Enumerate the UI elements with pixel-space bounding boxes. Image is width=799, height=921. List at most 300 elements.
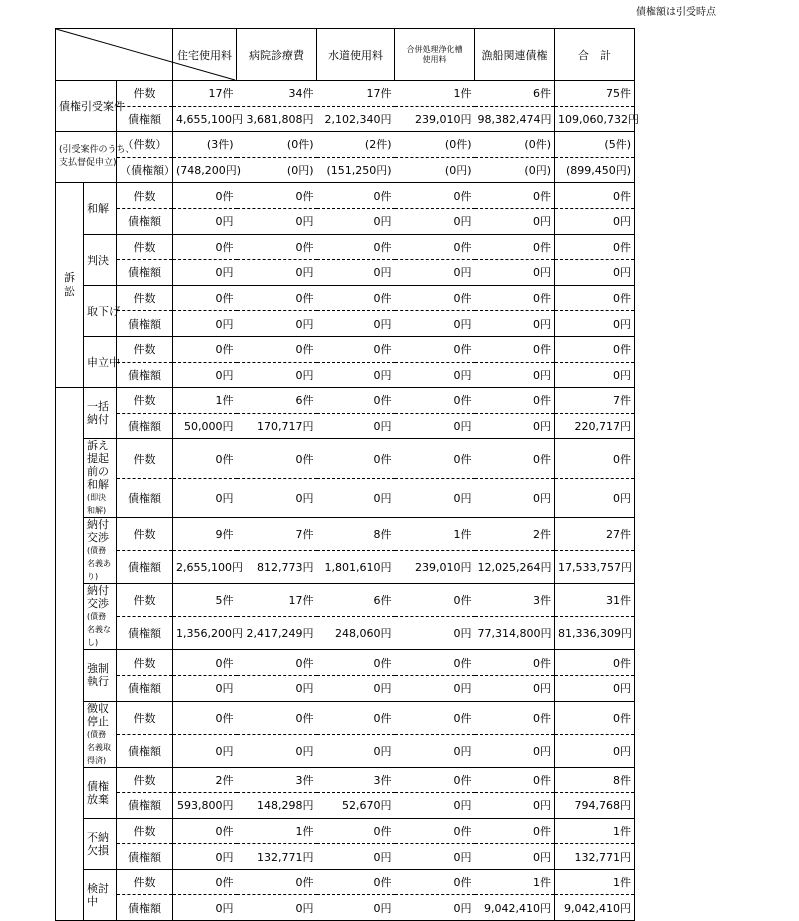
amount-cell — [475, 311, 555, 337]
subhead-label: 債権額 — [128, 420, 161, 434]
subhead-count — [117, 767, 173, 793]
row-label-note: (債務名義なし) — [87, 612, 111, 648]
amount-cell — [237, 478, 317, 518]
count-value: 0件 — [215, 292, 234, 306]
amount-value: (0円) — [444, 164, 472, 178]
count-value: (3件) — [206, 138, 234, 152]
amount-cell — [237, 260, 317, 286]
count-value: 6件 — [373, 594, 392, 608]
count-value: 0件 — [295, 189, 314, 203]
count-cell — [317, 701, 395, 734]
count-cell — [173, 818, 237, 844]
amount-cell — [395, 478, 475, 518]
count-value: 0件 — [373, 292, 392, 306]
table-row — [56, 106, 718, 132]
column-header-label: 合 計 — [578, 48, 612, 62]
table-row — [56, 362, 718, 388]
count-value: 0件 — [295, 711, 314, 725]
count-value: 0件 — [453, 656, 472, 670]
amount-cell — [237, 362, 317, 388]
subhead-count — [117, 584, 173, 617]
table-row — [56, 336, 718, 362]
amount-cell — [395, 675, 475, 701]
amount-cell — [555, 106, 639, 132]
subhead-amount — [117, 551, 173, 584]
amount-value: 0円 — [453, 317, 472, 331]
count-cell — [475, 388, 555, 414]
count-value: 0件 — [215, 876, 234, 890]
row-label: 納付交渉 — [87, 518, 109, 545]
amount-value: 0円 — [533, 317, 552, 331]
amount-value: 9,042,410円 — [484, 901, 552, 915]
row-label-line2: 支払督促申立) — [59, 158, 117, 169]
amount-value: 0円 — [533, 420, 552, 434]
count-cell — [173, 518, 237, 551]
amount-cell — [475, 734, 555, 767]
count-value: 8件 — [373, 528, 392, 542]
subhead-label: 債権額 — [128, 317, 161, 331]
amount-value: 1,801,610円 — [324, 561, 392, 575]
column-header — [317, 29, 395, 81]
amount-cell — [173, 311, 237, 337]
amount-value: 0円 — [453, 799, 472, 813]
subhead-label: 件数 — [133, 528, 156, 542]
count-cell — [173, 285, 237, 311]
subhead-label: 債権額 — [128, 215, 161, 229]
header-corner-cell — [56, 29, 173, 81]
count-value: 0件 — [533, 824, 552, 838]
amount-value: 0円 — [295, 215, 314, 229]
table-row — [56, 388, 718, 414]
count-value: 6件 — [295, 394, 314, 408]
amount-cell — [395, 157, 475, 183]
count-cell — [555, 650, 635, 676]
amount-cell — [237, 157, 317, 183]
count-cell — [237, 81, 317, 107]
amount-cell — [555, 793, 635, 819]
table-row — [56, 311, 718, 337]
amount-cell — [237, 675, 317, 701]
count-cell — [173, 183, 237, 209]
count-cell — [395, 388, 475, 414]
amount-cell — [555, 260, 635, 286]
subhead-label: （債権額） — [120, 164, 175, 178]
count-value: 1件 — [215, 394, 234, 408]
amount-value: 0円 — [373, 901, 392, 915]
table-row — [56, 551, 718, 584]
subhead-amount — [117, 157, 173, 183]
count-cell — [237, 518, 317, 551]
amount-cell — [317, 793, 395, 819]
amount-cell — [555, 478, 635, 518]
count-cell — [237, 818, 317, 844]
amount-cell — [395, 551, 475, 584]
count-value: 0件 — [453, 394, 472, 408]
amount-cell — [395, 734, 475, 767]
count-value: 0件 — [295, 343, 314, 357]
amount-value: 0円 — [373, 266, 392, 280]
count-cell — [475, 132, 555, 158]
amount-cell — [555, 157, 635, 183]
count-value: 1件 — [533, 876, 552, 890]
count-cell — [395, 234, 475, 260]
subhead-label: 件数 — [133, 876, 156, 890]
subhead-label: 債権額 — [128, 112, 161, 126]
amount-value: 0円 — [215, 682, 234, 696]
amount-cell — [317, 157, 395, 183]
amount-cell — [173, 208, 237, 234]
amount-cell — [173, 793, 237, 819]
subhead-label: 債権額 — [128, 368, 161, 382]
table-row — [56, 413, 718, 439]
count-value: 0件 — [533, 773, 552, 787]
count-value: 0件 — [215, 452, 234, 466]
amount-cell — [395, 844, 475, 870]
sosho-label-char: 訴 — [64, 271, 75, 285]
count-cell — [395, 81, 475, 107]
amount-value: 0円 — [295, 682, 314, 696]
amount-cell — [317, 478, 395, 518]
count-value: 75件 — [606, 87, 632, 101]
table-row — [56, 132, 718, 158]
count-cell — [395, 336, 475, 362]
count-cell — [173, 869, 237, 895]
row-label: 申立中 — [87, 356, 120, 370]
count-value: 0件 — [215, 656, 234, 670]
count-value: 0件 — [453, 773, 472, 787]
count-cell — [317, 518, 395, 551]
count-cell — [317, 818, 395, 844]
diagonal-line — [56, 29, 235, 80]
amount-value: 0円 — [295, 744, 314, 758]
count-cell — [173, 388, 237, 414]
table-row — [56, 157, 718, 183]
count-value: 1件 — [453, 528, 472, 542]
amount-cell — [475, 617, 555, 650]
row-label: 債権放棄 — [87, 779, 109, 806]
count-cell — [555, 701, 635, 734]
amount-cell — [555, 844, 635, 870]
subhead-count — [117, 518, 173, 551]
count-cell — [475, 818, 555, 844]
amount-cell — [173, 478, 237, 518]
count-cell — [237, 336, 317, 362]
count-cell — [173, 650, 237, 676]
subhead-label: 件数 — [133, 343, 156, 357]
amount-cell — [317, 895, 395, 921]
amount-cell — [395, 362, 475, 388]
row-label-note: (債務名義取得済) — [87, 729, 111, 765]
amount-cell — [475, 844, 555, 870]
count-cell — [475, 650, 555, 676]
count-cell — [317, 767, 395, 793]
subhead-label: 件数 — [133, 711, 156, 725]
count-cell — [237, 869, 317, 895]
subhead-amount — [117, 895, 173, 921]
count-value: 5件 — [215, 594, 234, 608]
amount-cell — [395, 208, 475, 234]
amount-value: 0円 — [533, 492, 552, 506]
amount-cell — [555, 311, 635, 337]
count-value: 0件 — [295, 240, 314, 254]
count-value: (2件) — [364, 138, 392, 152]
subhead-count — [117, 183, 173, 209]
table-row — [56, 234, 718, 260]
subhead-label: 債権額 — [128, 850, 161, 864]
row-label: 訴え提起前の — [87, 439, 109, 479]
amount-cell — [237, 793, 317, 819]
row-label: 徴収停止 — [87, 701, 109, 728]
count-cell — [475, 439, 555, 479]
count-value: 3件 — [295, 773, 314, 787]
count-cell — [317, 132, 395, 158]
amount-value: 148,298円 — [257, 799, 314, 813]
subhead-label: 件数 — [133, 87, 156, 101]
amount-cell — [395, 311, 475, 337]
count-value: 9件 — [215, 528, 234, 542]
amount-value: 4,655,100円 — [176, 112, 243, 126]
count-cell — [237, 132, 317, 158]
table-row — [56, 439, 718, 479]
amount-cell — [173, 844, 237, 870]
amount-value: 0円 — [453, 492, 472, 506]
amount-value: 0円 — [215, 215, 234, 229]
amount-cell — [555, 895, 635, 921]
count-value: 0件 — [215, 824, 234, 838]
count-cell — [317, 869, 395, 895]
amount-cell — [395, 895, 475, 921]
row-label-line2: 和解 — [87, 478, 109, 492]
subhead-amount — [117, 793, 173, 819]
count-value: 0件 — [453, 876, 472, 890]
subhead-count — [117, 285, 173, 311]
subhead-label: 件数 — [133, 452, 156, 466]
count-cell — [317, 388, 395, 414]
count-cell — [475, 285, 555, 311]
amount-value: (151,250円) — [326, 164, 392, 178]
amount-value: 0円 — [215, 901, 234, 915]
amount-value: 239,010円 — [415, 561, 472, 575]
count-value: 0件 — [373, 824, 392, 838]
count-value: 1件 — [613, 824, 632, 838]
group-label-cell — [84, 439, 117, 518]
subhead-label: 債権額 — [128, 682, 161, 696]
amount-value: 0円 — [215, 317, 234, 331]
amount-value: 0円 — [295, 266, 314, 280]
subhead-amount — [117, 413, 173, 439]
count-cell — [395, 518, 475, 551]
subhead-amount — [117, 844, 173, 870]
count-value: 0件 — [453, 711, 472, 725]
amount-value: 81,336,309円 — [558, 627, 632, 641]
amount-cell — [555, 362, 635, 388]
amount-value: 2,102,340円 — [324, 112, 392, 126]
count-cell — [395, 767, 475, 793]
amount-value: 50,000円 — [184, 420, 234, 434]
amount-cell — [475, 362, 555, 388]
count-value: 0件 — [295, 656, 314, 670]
count-value: 6件 — [533, 87, 552, 101]
amount-value: 0円 — [453, 215, 472, 229]
count-cell — [555, 132, 635, 158]
count-value: 0件 — [295, 452, 314, 466]
row-label: 取下げ — [87, 304, 120, 318]
amount-cell — [475, 793, 555, 819]
amount-value: 0円 — [533, 215, 552, 229]
table-row — [56, 584, 718, 617]
amount-value: 0円 — [453, 266, 472, 280]
amount-value: (748,200円) — [176, 164, 242, 178]
amount-value: 2,417,249円 — [246, 627, 314, 641]
column-header — [475, 29, 555, 81]
count-value: 0件 — [373, 711, 392, 725]
table-row — [56, 869, 718, 895]
subhead-count — [117, 869, 173, 895]
amount-value: 0円 — [453, 744, 472, 758]
count-value: 17件 — [288, 594, 314, 608]
amount-cell — [555, 734, 635, 767]
count-value: 0件 — [613, 240, 632, 254]
count-value: 3件 — [533, 594, 552, 608]
amount-value: 0円 — [373, 682, 392, 696]
amount-cell — [317, 675, 395, 701]
count-cell — [173, 701, 237, 734]
amount-cell — [395, 413, 475, 439]
amount-cell — [173, 617, 243, 650]
amount-value: 0円 — [215, 266, 234, 280]
sosho-label-cell — [56, 183, 84, 388]
amount-cell — [237, 311, 317, 337]
subhead-label: 債権額 — [128, 799, 161, 813]
count-cell — [475, 767, 555, 793]
table-row — [56, 518, 718, 551]
amount-cell — [317, 260, 395, 286]
amount-value: 0円 — [533, 850, 552, 864]
count-cell — [317, 650, 395, 676]
count-value: 0件 — [453, 452, 472, 466]
count-value: 0件 — [533, 189, 552, 203]
count-value: 0件 — [373, 240, 392, 254]
amount-value: 239,010円 — [415, 112, 472, 126]
amount-cell — [395, 106, 475, 132]
subhead-label: 件数 — [133, 394, 156, 408]
group-label-cell — [84, 518, 117, 584]
subhead-label: （件数） — [122, 138, 167, 152]
row-label: 判決 — [87, 253, 109, 267]
count-cell — [555, 285, 635, 311]
count-value: 0件 — [453, 343, 472, 357]
count-value: 1件 — [453, 87, 472, 101]
count-cell — [237, 388, 317, 414]
blank-indent-cell — [56, 388, 84, 921]
sosho-sub-label-cell — [84, 336, 120, 387]
column-header-label: 合併処理浄化槽 — [406, 44, 463, 54]
subhead-label: 件数 — [133, 824, 156, 838]
subhead-label: 債権額 — [128, 492, 161, 506]
count-cell — [173, 767, 237, 793]
count-value: 0件 — [453, 594, 472, 608]
count-value: 0件 — [373, 394, 392, 408]
sosho-label-char: 訟 — [64, 285, 75, 299]
count-cell — [395, 183, 475, 209]
row-label: 検討中 — [87, 881, 109, 908]
table-row — [56, 478, 718, 518]
amount-cell — [173, 413, 237, 439]
count-cell — [237, 701, 317, 734]
amount-basis-note: 債権額は引受時点 — [636, 7, 716, 18]
row-label: 強制執行 — [87, 662, 109, 689]
column-header-label: 使用料 — [422, 54, 447, 64]
count-value: 34件 — [288, 87, 314, 101]
amount-value: 77,314,800円 — [477, 627, 552, 641]
amount-value: 794,768円 — [574, 799, 632, 813]
row-label: 不納欠損 — [87, 830, 109, 857]
row-label: 納付交渉 — [87, 584, 109, 611]
count-cell — [475, 336, 555, 362]
count-value: 2件 — [215, 773, 234, 787]
amount-cell — [395, 793, 475, 819]
count-value: 31件 — [606, 594, 632, 608]
group-label-cell — [56, 81, 125, 132]
sosho-sub-label-cell — [84, 285, 120, 336]
amount-cell — [555, 413, 635, 439]
count-cell — [237, 584, 317, 617]
amount-value: 812,773円 — [257, 561, 314, 575]
table-row — [56, 617, 718, 650]
subhead-amount — [117, 675, 173, 701]
amount-cell — [475, 208, 555, 234]
amount-cell — [317, 844, 395, 870]
subhead-count — [117, 650, 173, 676]
amount-cell — [475, 260, 555, 286]
column-header-label: 水道使用料 — [328, 48, 384, 62]
subhead-amount — [117, 260, 173, 286]
amount-value: 0円 — [215, 492, 234, 506]
amount-value: 0円 — [215, 850, 234, 864]
table-row — [56, 260, 718, 286]
count-cell — [317, 439, 395, 479]
subhead-label: 債権額 — [128, 627, 161, 641]
subhead-count — [117, 234, 173, 260]
count-cell — [395, 439, 475, 479]
count-cell — [395, 818, 475, 844]
subhead-label: 債権額 — [128, 744, 161, 758]
row-label-note: (即決和解) — [87, 493, 107, 516]
group-label-cell — [56, 132, 135, 183]
amount-cell — [555, 617, 635, 650]
count-value: 1件 — [295, 824, 314, 838]
group-label-cell — [84, 584, 117, 650]
count-cell — [555, 336, 635, 362]
count-value: 0件 — [215, 711, 234, 725]
subhead-label: 件数 — [133, 189, 156, 203]
amount-cell — [395, 260, 475, 286]
count-cell — [475, 183, 555, 209]
amount-cell — [173, 362, 237, 388]
count-cell — [475, 81, 555, 107]
table-row — [56, 208, 718, 234]
amount-cell — [317, 362, 395, 388]
count-cell — [237, 767, 317, 793]
subhead-amount — [117, 362, 173, 388]
count-value: 0件 — [295, 292, 314, 306]
column-header — [555, 29, 635, 81]
subhead-amount — [117, 478, 173, 518]
count-cell — [237, 650, 317, 676]
amount-value: 0円 — [295, 368, 314, 382]
subhead-amount — [117, 734, 173, 767]
amount-value: 109,060,732円 — [558, 112, 639, 126]
